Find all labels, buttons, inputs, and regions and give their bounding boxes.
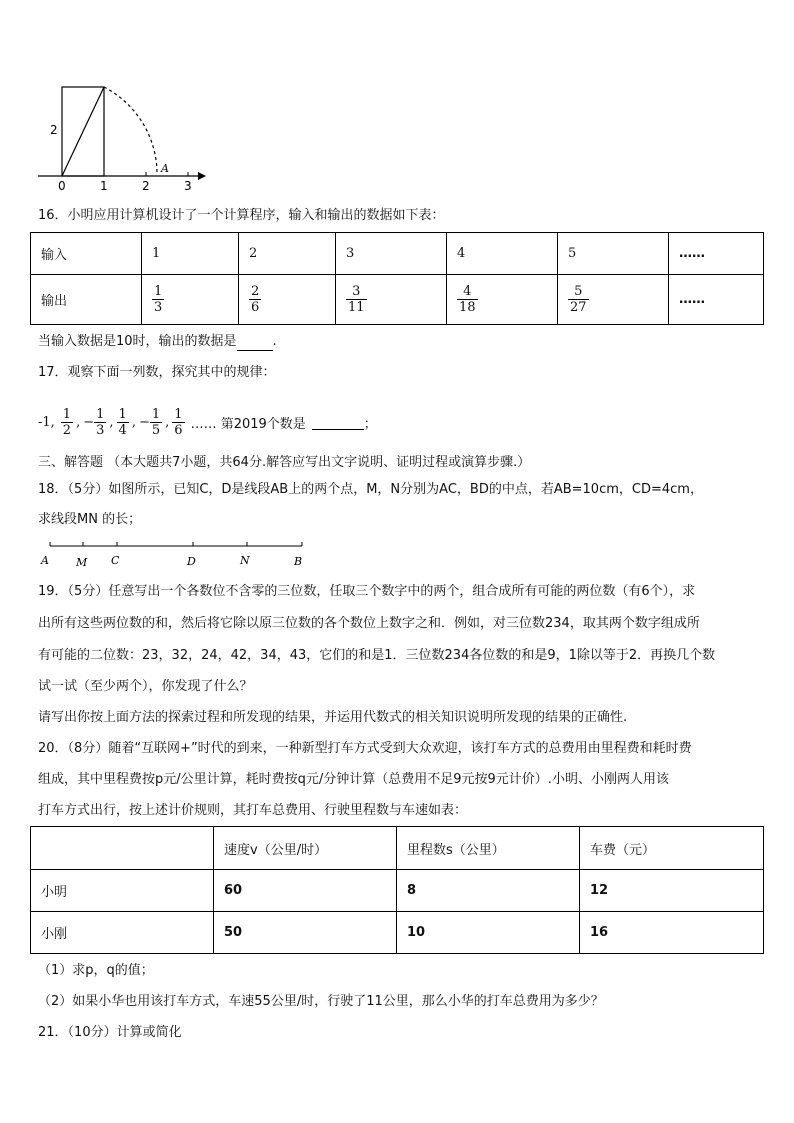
section-3-heading: 三、解答题 （本大题共7小题，共64分.解答应写出文字说明、证明过程或演算步骤.） bbox=[38, 455, 531, 470]
diagonal-line bbox=[62, 87, 104, 176]
q20-line3: 打车方式出行，按上述计价规则，其打车总费用、行驶里程数与车速如表： bbox=[38, 803, 468, 818]
q19-line4: 试一试（至少两个），你发现了什么？ bbox=[38, 679, 253, 694]
q21-text: 21．（10分）计算或简化 bbox=[38, 1025, 182, 1040]
term-fraction: $\frac{1}{4}$ bbox=[118, 406, 127, 438]
q19-line1: 19．（5分）任意写出一个各数位不含零的三位数，任取三个数字中的两个，组合成所有可能的两位数（有6个），求 bbox=[38, 584, 696, 599]
header-cell: 车费（元） bbox=[580, 827, 764, 870]
axis-arrow bbox=[198, 172, 206, 180]
q17-text: 17．观察下面一列数，探究其中的规律： bbox=[38, 365, 276, 380]
row-output-label: 输出 bbox=[31, 275, 142, 325]
q20-sub2: （2）如果小华也用该打车方式，车速55公里/时，行驶了11公里，那么小华的打车总费用为多少？ bbox=[38, 994, 604, 1009]
q16-table bbox=[30, 232, 764, 325]
point-n: N bbox=[240, 554, 250, 567]
table-row: 小明 60 8 12 bbox=[31, 870, 764, 912]
q18-line2: 求线段MN 的长； bbox=[38, 512, 142, 527]
answer-blank bbox=[312, 415, 364, 430]
answer-blank bbox=[237, 350, 273, 351]
output-cell: $\frac{2}{6}$ bbox=[239, 275, 336, 325]
side-length-label: 2 bbox=[50, 123, 58, 137]
point-m: M bbox=[76, 556, 88, 569]
segment-figure bbox=[38, 538, 318, 570]
row-input-label: 输入 bbox=[31, 233, 142, 275]
q19-line3: 有可能的二位数：23，32，24，42，34，43，它们的和是1．三位数234各位数的和是9，1除以等于2．再换几个数 bbox=[38, 648, 716, 663]
input-cell: 1 bbox=[142, 233, 239, 275]
term-fraction: $\frac{1}{3}$ bbox=[96, 406, 105, 438]
output-cell: $\frac{5}{27}$ bbox=[558, 275, 669, 325]
input-cell: 5 bbox=[558, 233, 669, 275]
q16-text: 16．小明应用计算机设计了一个计算程序，输入和输出的数据如下表： bbox=[38, 208, 445, 223]
input-ellipsis: …… bbox=[669, 233, 764, 275]
tick-3: 3 bbox=[184, 179, 192, 192]
point-d: D bbox=[187, 555, 196, 568]
number-line-figure bbox=[30, 80, 220, 192]
input-cell: 2 bbox=[239, 233, 336, 275]
tick-1: 1 bbox=[100, 179, 108, 192]
q20-line2: 组成，其中里程费按p元/公里计算，耗时费按q元/分钟计算（总费用不足9元按9元计价）.小明、小刚两人用该 bbox=[38, 772, 669, 787]
term-fraction: $\frac{1}{6}$ bbox=[174, 406, 183, 438]
point-a: A bbox=[41, 554, 49, 567]
point-c: C bbox=[111, 554, 120, 567]
point-b: B bbox=[294, 555, 303, 568]
q17-sequence: -1, $\frac{1}{2}$ , − $\frac{1}{3}$ , $\frac{1}{4}$ , − $\frac{1}{5}$ , $\frac{1}{6}$ …… 第2019个数是 ； bbox=[38, 406, 377, 438]
output-cell: $\frac{4}{18}$ bbox=[447, 275, 558, 325]
q20-sub1: （1）求p，q的值； bbox=[38, 963, 154, 978]
tick-0: 0 bbox=[58, 179, 66, 192]
tick-2: 2 bbox=[142, 179, 150, 192]
q16-after: 当输入数据是10时，输出的数据是 . bbox=[38, 334, 277, 349]
term-fraction: $\frac{1}{2}$ bbox=[62, 406, 72, 438]
term-fraction: $\frac{1}{5}$ bbox=[151, 406, 161, 438]
arc-dashed bbox=[104, 87, 157, 172]
q19-line2: 出所有这些两位数的和，然后将它除以原三位数的各个数位上数字之和．例如，对三位数234，取其两个数字组成所 bbox=[38, 616, 700, 631]
output-cell: $\frac{1}{3}$ bbox=[142, 275, 239, 325]
q20-line1: 20．（8分）随着“互联网+”时代的到来，一种新型打车方式受到大众欢迎，该打车方式的总费用由里程费和耗时费 bbox=[38, 741, 692, 756]
table-row: 小刚 50 10 16 bbox=[31, 912, 764, 954]
point-a-label: A bbox=[161, 162, 169, 175]
output-ellipsis: …… bbox=[669, 275, 764, 325]
header-cell bbox=[31, 827, 214, 870]
q19-line5: 请写出你按上面方法的探索过程和所发现的结果，并运用代数式的相关知识说明所发现的结果的正确性. bbox=[38, 710, 628, 725]
header-cell: 速度v（公里/时） bbox=[214, 827, 397, 870]
input-cell: 3 bbox=[336, 233, 447, 275]
input-cell: 4 bbox=[447, 233, 558, 275]
header-cell: 里程数s（公里） bbox=[397, 827, 580, 870]
q18-line1: 18．（5分）如图所示，已知C，D是线段AB上的两个点，M，N分别为AC，BD的中点，若AB=10cm，CD=4cm， bbox=[38, 482, 703, 497]
q20-table bbox=[30, 826, 764, 954]
output-cell: $\frac{3}{11}$ bbox=[336, 275, 447, 325]
